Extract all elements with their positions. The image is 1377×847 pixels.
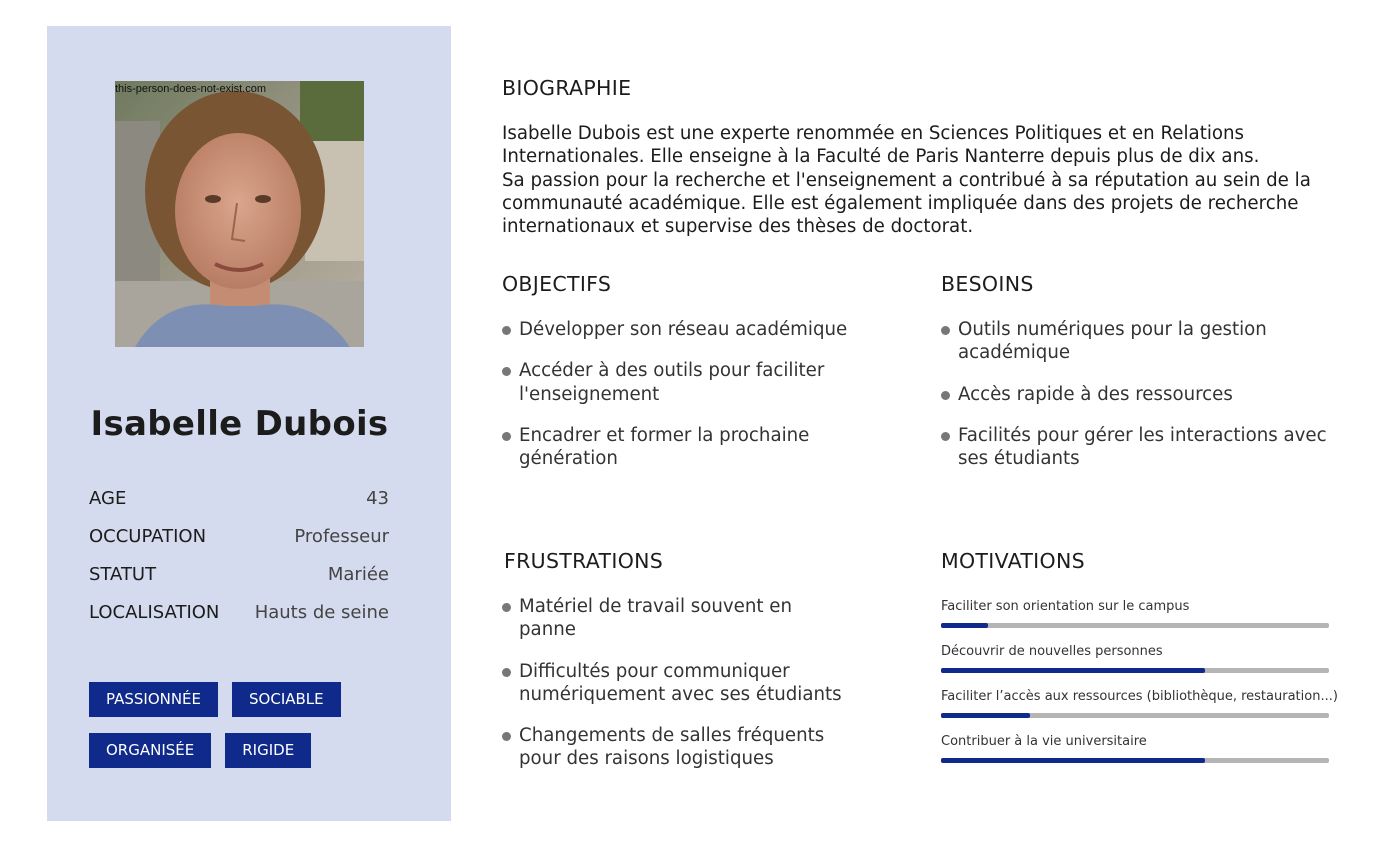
motivation-label: Contribuer à la vie universitaire <box>941 734 1147 749</box>
portrait-image <box>115 81 364 347</box>
tag-passionnee: PASSIONNÉE <box>89 682 218 717</box>
motivation-bar-fill <box>941 668 1205 673</box>
persona-name: Isabelle Dubois <box>90 404 389 444</box>
info-key: OCCUPATION <box>89 526 207 547</box>
biography-title: BIOGRAPHIE <box>502 76 632 100</box>
list-item: Facilités pour gérer les interactions avec ses étudiants <box>941 424 1331 471</box>
list-item: Accéder à des outils pour faciliter l'enseignement <box>502 359 852 406</box>
motivation-bar-fill <box>941 623 988 628</box>
motivations-list <box>941 598 1338 778</box>
motivation-bar-track <box>941 713 1329 718</box>
list-item: Développer son réseau académique <box>502 318 852 341</box>
list-item: Matériel de travail souvent en panne <box>502 595 852 642</box>
list-item: Difficultés pour communiquer numériquement avec ses étudiants <box>502 660 852 707</box>
profile-panel <box>47 26 451 821</box>
info-value: Professeur <box>294 526 389 547</box>
info-row-occupation <box>89 526 389 564</box>
biography-paragraph-1: Isabelle Dubois est une experte renommée en Sciences Politiques et en Relations Internationales. Elle enseigne à la Faculté de Paris Nanterre depuis plus de dix ans. <box>502 123 1260 168</box>
info-key: AGE <box>89 488 127 509</box>
photo-watermark: this-person-does-not-exist.com <box>115 83 267 95</box>
frustrations-title: FRUSTRATIONS <box>504 549 664 573</box>
motivation-label: Faciliter l’accès aux ressources (bibliothèque, restauration...) <box>941 689 1338 704</box>
profile-photo <box>115 81 364 347</box>
tag-sociable: SOCIABLE <box>232 682 341 717</box>
frustrations-list <box>502 595 852 789</box>
motivation-bar-track <box>941 668 1329 673</box>
motivation-bar-track <box>941 623 1329 628</box>
tag-list <box>89 682 429 784</box>
info-value: 43 <box>366 488 389 509</box>
biography-paragraph-2: Sa passion pour la recherche et l'enseignement a contribué à sa réputation au sein de la communauté académique. Elle est également impliquée dans des projets de recherche internationaux et supervise des thèses de doctorat. <box>502 169 1311 238</box>
list-item: Outils numériques pour la gestion académique <box>941 318 1331 365</box>
info-key: STATUT <box>89 564 157 585</box>
biography-text <box>502 122 1322 238</box>
motivations-title: MOTIVATIONS <box>941 549 1085 573</box>
info-row-location <box>89 602 389 640</box>
needs-list <box>941 318 1331 488</box>
needs-title: BESOINS <box>941 272 1034 296</box>
info-key: LOCALISATION <box>89 602 220 623</box>
info-value: Mariée <box>327 564 389 585</box>
info-list <box>89 488 389 640</box>
tag-rigide: RIGIDE <box>225 733 311 768</box>
info-row-age <box>89 488 389 526</box>
motivation-item <box>941 733 1329 778</box>
motivation-bar-fill <box>941 713 1030 718</box>
tag-row <box>89 682 429 717</box>
motivation-bar-track <box>941 758 1329 763</box>
motivation-label: Faciliter son orientation sur le campus <box>941 599 1190 614</box>
motivation-item <box>941 598 1329 643</box>
objectives-list <box>502 318 852 488</box>
info-value: Hauts de seine <box>254 602 389 623</box>
motivation-item <box>941 643 1329 688</box>
list-item: Changements de salles fréquents pour des raisons logistiques <box>502 724 852 771</box>
motivation-bar-fill <box>941 758 1205 763</box>
motivation-label: Découvrir de nouvelles personnes <box>941 644 1163 659</box>
motivation-item <box>941 688 1338 733</box>
list-item: Encadrer et former la prochaine génération <box>502 424 852 471</box>
info-row-status <box>89 564 389 602</box>
tag-row <box>89 733 429 768</box>
objectives-title: OBJECTIFS <box>502 272 612 296</box>
list-item: Accès rapide à des ressources <box>941 383 1331 406</box>
tag-organisee: ORGANISÉE <box>89 733 211 768</box>
